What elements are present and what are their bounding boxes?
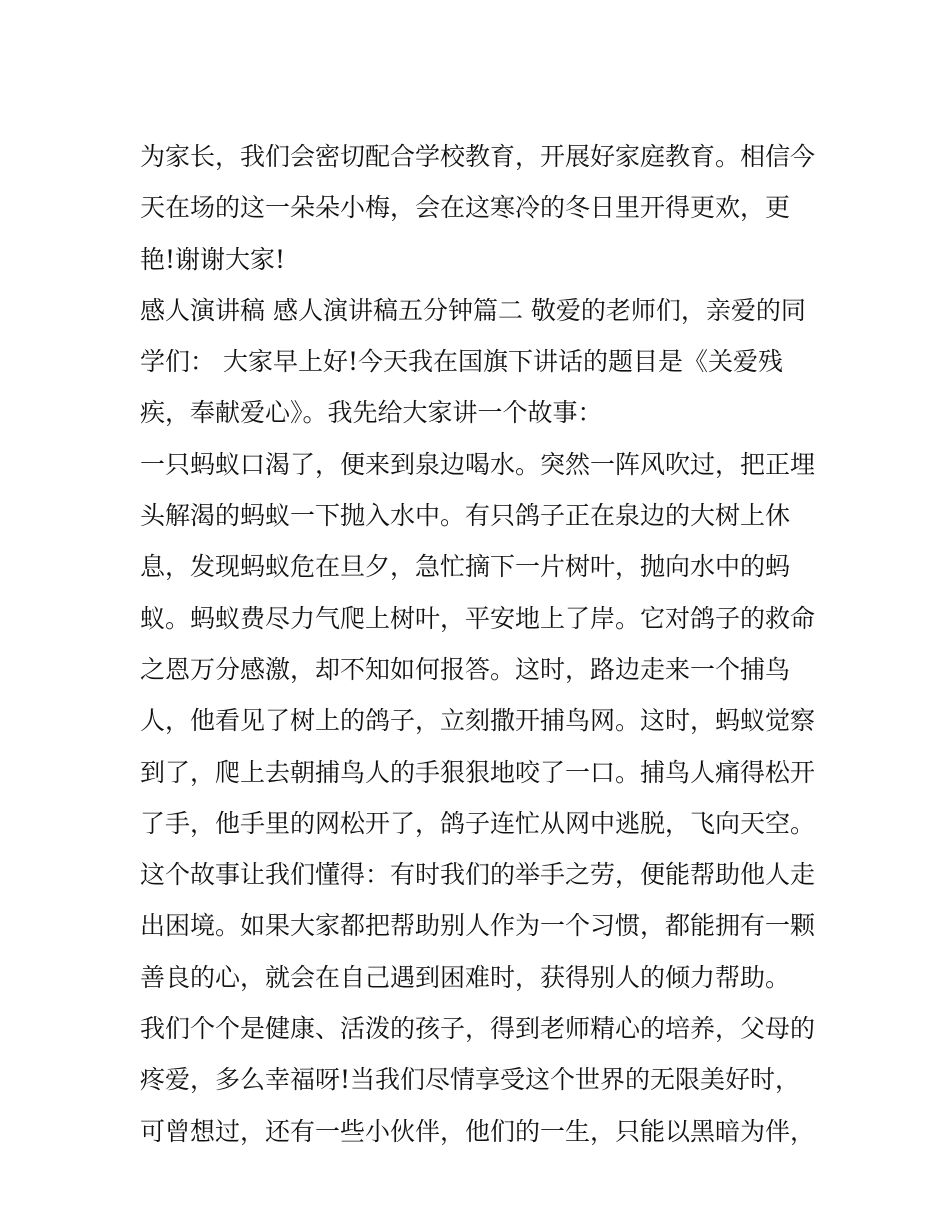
text-line: 这个故事让我们懂得：有时我们的举手之劳，便能帮助他人走 [140, 860, 816, 890]
text-line: 头解渴的蚂蚁一下抛入水中。有只鸽子正在泉边的大树上休 [140, 501, 791, 531]
text-line: 善良的心，就会在自己遇到困难时，获得别人的倾力帮助。 [140, 962, 791, 992]
text-line: 可曾想过，还有一些小伙伴，他们的一生，只能以黑暗为伴， [140, 1116, 816, 1146]
text-line: 蚁。蚂蚁费尽力气爬上树叶，平安地上了岸。它对鸽子的救命 [140, 603, 816, 633]
text-line: 之恩万分感激，却不知如何报答。这时，路边走来一个捕鸟 [140, 654, 791, 684]
text-line: 出困境。如果大家都把帮助别人作为一个习惯，都能拥有一颗 [140, 911, 816, 941]
text-line: 一只蚂蚁口渴了，便来到泉边喝水。突然一阵风吹过，把正埋 [140, 449, 816, 479]
text-line: 艳!谢谢大家! [140, 244, 286, 274]
text-line: 人，他看见了树上的鸽子，立刻撒开捕鸟网。这时，蚂蚁觉察 [140, 706, 816, 736]
text-line: 疾，奉献爱心》。我先给大家讲一个故事： [140, 398, 603, 428]
text-line: 了手，他手里的网松开了，鸽子连忙从网中逃脱，飞向天空。 [140, 808, 816, 838]
text-line: 学们： 大家早上好!今天我在国旗下讲话的题目是《关爱残 [140, 347, 783, 377]
text-line: 到了，爬上去朝捕鸟人的手狠狠地咬了一口。捕鸟人痛得松开 [140, 757, 816, 787]
text-line: 我们个个是健康、活泼的孩子，得到老师精心的培养，父母的 [140, 1014, 816, 1044]
text-line: 为家长，我们会密切配合学校教育，开展好家庭教育。相信今 [140, 142, 816, 171]
text-line: 感人演讲稿 感人演讲稿五分钟篇二 敬爱的老师们，亲爱的同 [140, 295, 806, 325]
text-line: 疼爱，多么幸福呀!当我们尽情享受这个世界的无限美好时， [140, 1065, 801, 1095]
text-line: 息，发现蚂蚁危在旦夕，急忙摘下一片树叶，抛向水中的蚂 [140, 552, 791, 582]
document-body [140, 131, 820, 1157]
text-line: 天在场的这一朵朵小梅，会在这寒冷的冬日里开得更欢，更 [140, 193, 791, 223]
